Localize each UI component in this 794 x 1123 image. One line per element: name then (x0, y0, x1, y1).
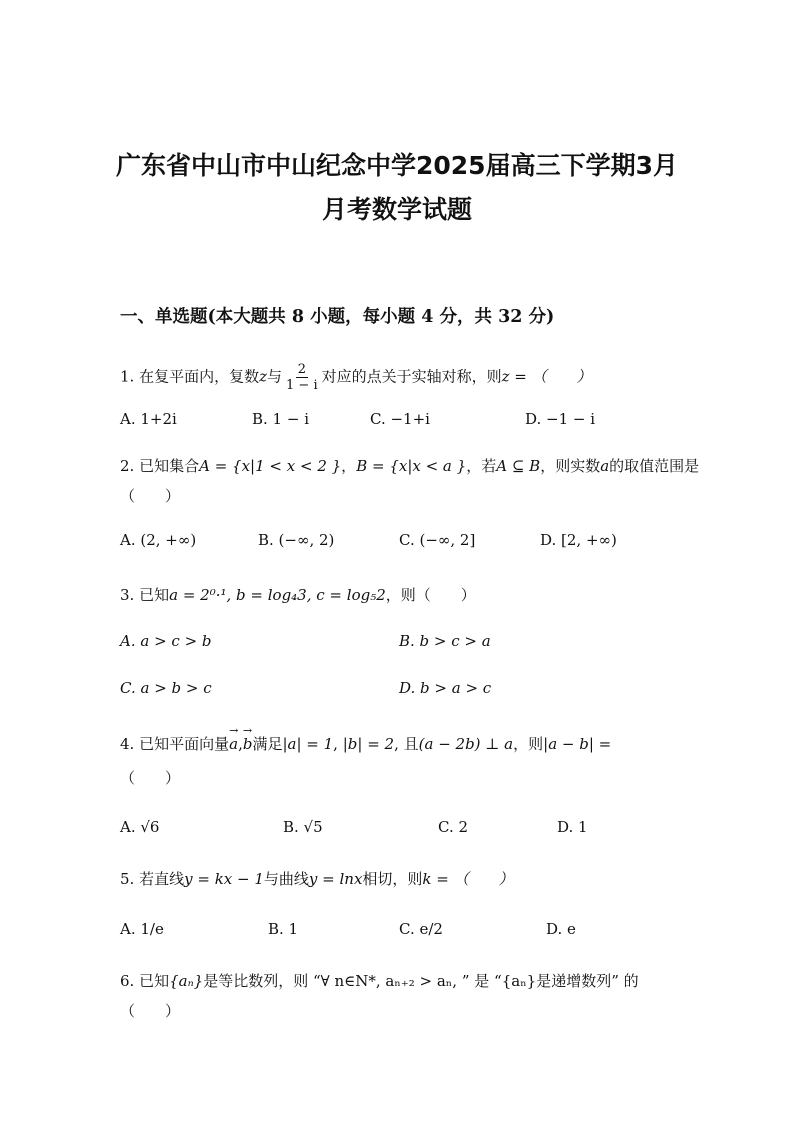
option-b: B. (−∞, 2) (258, 531, 335, 549)
question-text: 是等比数列，则 “∀ n∈N*, aₙ₊₂ > aₙ, ” 是 “{aₙ}是递增数列” 的 (203, 972, 639, 990)
question-text: 相切，则 (362, 870, 423, 888)
option-b: B. 1 − i (252, 410, 310, 428)
subset-relation: A ⊆ B (496, 457, 541, 475)
answer-bracket: （ ） (120, 1002, 181, 1020)
question-5 (120, 868, 514, 889)
option-b: B. 1 (268, 920, 299, 938)
option-c: C. 2 (438, 818, 469, 836)
question-2 (120, 455, 699, 476)
line-equation: y = kx − 1 (184, 870, 264, 888)
option-a: A. √6 (120, 818, 160, 836)
fraction (284, 362, 320, 393)
math-a: a (600, 457, 610, 475)
fraction-denominator: 1 − i (286, 378, 318, 393)
answer-bracket: （ ） (120, 487, 181, 505)
option-a: A. a > c > b (120, 632, 212, 650)
question-text: ，则（ ） (385, 586, 476, 604)
expression: a = 2⁰·¹, b = log₄3, c = log₅2 (169, 586, 386, 604)
question-text: ，则实数 (540, 457, 601, 475)
question-number: 4. (120, 735, 135, 753)
question-text: 已知集合 (139, 457, 200, 475)
question-text: 且 (403, 735, 419, 753)
question-number: 1. (120, 367, 135, 386)
question-text: 已知 (139, 972, 170, 990)
question-text: 的取值范围是 (609, 457, 700, 475)
question-text: 与曲线 (263, 870, 309, 888)
option-c: C. −1+i (370, 410, 430, 428)
question-1 (120, 362, 592, 393)
question-text: 满足 (252, 735, 283, 753)
option-d: D. [2, +∞) (540, 531, 617, 549)
condition-2: |b| = 2 (342, 735, 395, 753)
question-text: 在复平面内，复数 (139, 367, 260, 386)
set-a: A = {x|1 < x < 2 } (199, 457, 342, 475)
question-text: 已知平面向量 (139, 735, 230, 753)
question-6 (120, 970, 639, 991)
option-d: D. b > a > c (399, 679, 492, 697)
option-a: A. 1/e (120, 920, 164, 938)
question-number: 6. (120, 972, 135, 990)
set-b: B = {x|x < a } (356, 457, 467, 475)
option-c: C. e/2 (399, 920, 443, 938)
question-text: 与 (267, 367, 283, 386)
sequence: {aₙ} (169, 972, 204, 990)
condition-3: (a − 2b) ⊥ a (418, 735, 514, 753)
answer-bracket: （ ） (120, 769, 181, 787)
vector-a: → a (229, 735, 238, 753)
question-number: 5. (120, 870, 135, 888)
option-a: A. (2, +∞) (120, 531, 197, 549)
option-a: A. 1+2i (120, 410, 177, 428)
question-text: 若直线 (139, 870, 185, 888)
fraction-numerator: 2 (297, 362, 306, 377)
question-4: 4. 已知平面向量→ a,→ b满足|a| = 1, |b| = 2, 且(a − 2b) ⊥ a，则|a − b| = (120, 733, 611, 754)
question-text: ，则 (513, 735, 544, 753)
question-number: 3. (120, 586, 135, 604)
answer-blank: k = （ ） (422, 870, 514, 888)
question-3 (120, 584, 476, 605)
separator: ， (341, 457, 357, 475)
math-z: z (259, 367, 268, 386)
option-d: D. −1 − i (525, 410, 596, 428)
page-title-line1: 广东省中山市中山纪念中学2025届高三下学期3月 (116, 151, 678, 180)
ask-expression: |a − b| = (543, 735, 612, 753)
option-d: D. e (546, 920, 576, 938)
question-text: 对应的点关于实轴对称，则 (321, 367, 502, 386)
vector-b: → b (243, 735, 253, 753)
answer-blank: z = （ ） (501, 367, 592, 386)
separator: , (238, 735, 243, 753)
option-d: D. 1 (557, 818, 588, 836)
option-b: B. √5 (283, 818, 323, 836)
option-c: C. (−∞, 2] (399, 531, 476, 549)
page-title-line2: 月考数学试题 (321, 195, 472, 224)
section-heading: 一、单选题(本大题共 8 小题，每小题 4 分，共 32 分) (120, 307, 555, 327)
curve-equation: y = lnx (308, 870, 363, 888)
question-text: ，若 (466, 457, 497, 475)
question-number: 2. (120, 457, 135, 475)
condition-1: |a| = 1 (282, 735, 334, 753)
question-text: 已知 (139, 586, 170, 604)
option-b: B. b > c > a (399, 632, 491, 650)
option-c: C. a > b > c (120, 679, 212, 697)
